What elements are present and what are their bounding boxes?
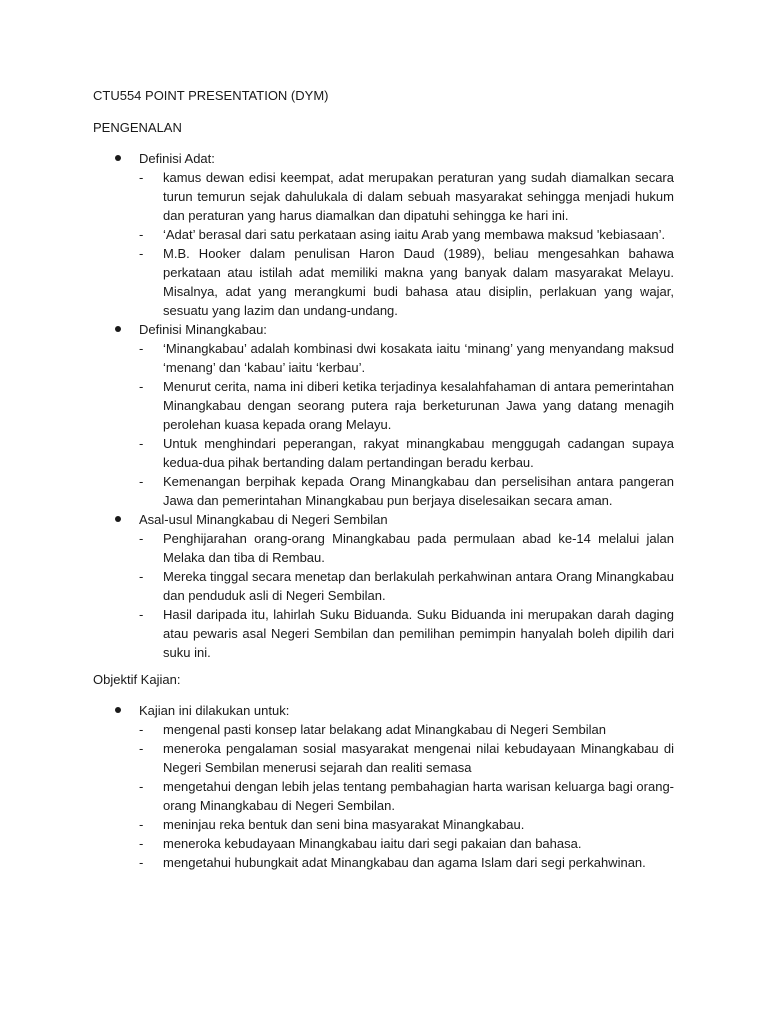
section-heading-pengenalan: PENGENALAN: [93, 120, 182, 135]
document-title: CTU554 POINT PRESENTATION (DYM): [93, 88, 329, 103]
sub-item: [0, 605, 768, 662]
bullet-icon: [115, 155, 121, 161]
sub-item: [0, 834, 768, 853]
sub-item: [0, 853, 768, 872]
sub-item: [0, 777, 768, 815]
sub-item-text: Mereka tinggal secara menetap dan berlakulah perkahwinan antara Orang Minangkabau dan penduduk asli di Negeri Sembilan.: [163, 569, 674, 603]
sub-item-text: kamus dewan edisi keempat, adat merupakan peraturan yang sudah diamalkan secara turun temurun sejak dahulukala di dalam sebuah masyarakat sehingga menjadi hukum dan peraturan yang harus diamalkan dan dipatuhi sehingga ke hari ini.: [163, 170, 674, 223]
sub-item-text: M.B. Hooker dalam penulisan Haron Daud (1989), beliau mengesahkan bahawa perkataan atau istilah adat memiliki makna yang banyak dalam masyarakat Melayu. Misalnya, adat yang merangkumi budi bahasa atau disiplin, perlakuan yang wajar, sesuatu yang lazim dan undang-undang.: [163, 246, 674, 318]
bullet-label: Definisi Adat:: [139, 151, 215, 166]
dash-marker: -: [139, 170, 144, 185]
sub-item: [0, 720, 768, 739]
dash-marker: -: [139, 341, 144, 356]
section-heading-objektif: Objektif Kajian:: [93, 672, 181, 687]
bullet-item: [0, 701, 768, 720]
dash-marker: -: [139, 246, 144, 261]
objektif-list: [0, 701, 768, 872]
sub-item: [0, 339, 768, 377]
sub-item-text: mengetahui hubungkait adat Minangkabau dan agama Islam dari segi perkahwinan.: [163, 855, 646, 870]
dash-marker: -: [139, 474, 144, 489]
sub-item-text: mengenal pasti konsep latar belakang adat Minangkabau di Negeri Sembilan: [163, 722, 607, 737]
sub-item-text: Kemenangan berpihak kepada Orang Minangkabau dan perselisihan antara pangeran Jawa dan pemerintahan Minangkabau pun berjaya diselesaikan secara aman.: [163, 474, 674, 508]
sub-item: [0, 225, 768, 244]
sub-item-text: Hasil daripada itu, lahirlah Suku Biduanda. Suku Biduanda ini merupakan darah daging atau pewaris asal Negeri Sembilan dan pemilihan pemimpin hanyalah boleh dipilih dari suku ini.: [163, 607, 674, 660]
sub-item: [0, 168, 768, 225]
sub-item: [0, 244, 768, 320]
sub-item: [0, 739, 768, 777]
dash-marker: -: [139, 227, 144, 242]
dash-marker: -: [139, 779, 144, 794]
dash-marker: -: [139, 436, 144, 451]
bullet-icon: [115, 707, 121, 713]
sub-item-text: meninjau reka bentuk dan seni bina masyarakat Minangkabau.: [163, 817, 525, 832]
dash-marker: -: [139, 379, 144, 394]
bullet-label: Definisi Minangkabau:: [139, 322, 267, 337]
dash-marker: -: [139, 531, 144, 546]
sub-item-text: Penghijarahan orang-orang Minangkabau pada permulaan abad ke-14 melalui jalan Melaka dan tiba di Rembau.: [163, 531, 674, 565]
sub-item-text: Menurut cerita, nama ini diberi ketika terjadinya kesalahfahaman di antara pemerintahan Minangkabau dengan seorang putera raja berketurunan Jawa yang datang menagih perolehan kuasa kepada orang Melayu.: [163, 379, 674, 432]
sub-item-text: ‘Minangkabau’ adalah kombinasi dwi kosakata iaitu ‘minang’ yang menyandang maksud ‘menang’ dan ‘kabau’ iaitu ‘kerbau’.: [163, 341, 674, 375]
dash-marker: -: [139, 817, 144, 832]
dash-marker: -: [139, 836, 144, 851]
sub-item: [0, 529, 768, 567]
bullet-label: Asal-usul Minangkabau di Negeri Sembilan: [139, 512, 388, 527]
bullet-label: Kajian ini dilakukan untuk:: [139, 703, 290, 718]
sub-item: [0, 815, 768, 834]
sub-item-text: meneroka kebudayaan Minangkabau iaitu dari segi pakaian dan bahasa.: [163, 836, 582, 851]
sub-item-text: meneroka pengalaman sosial masyarakat mengenai nilai kebudayaan Minangkabau di Negeri Sembilan menerusi sejarah dan realiti semasa: [163, 741, 674, 775]
bullet-icon: [115, 516, 121, 522]
sub-item: [0, 567, 768, 605]
bullet-item: [0, 510, 768, 529]
sub-item: [0, 434, 768, 472]
sub-item-text: mengetahui dengan lebih jelas tentang pembahagian harta warisan keluarga bagi orang-orang Minangkabau di Negeri Sembilan.: [163, 779, 674, 813]
bullet-item: [0, 320, 768, 339]
sub-item: [0, 377, 768, 434]
dash-marker: -: [139, 855, 144, 870]
pengenalan-list: [0, 149, 768, 662]
dash-marker: -: [139, 569, 144, 584]
bullet-item: [0, 149, 768, 168]
bullet-icon: [115, 326, 121, 332]
dash-marker: -: [139, 722, 144, 737]
sub-item-text: ‘Adat’ berasal dari satu perkataan asing iaitu Arab yang membawa maksud 'kebiasaan’.: [163, 227, 666, 242]
sub-item: [0, 472, 768, 510]
sub-item-text: Untuk menghindari peperangan, rakyat minangkabau menggugah cadangan supaya kedua-dua pihak bertanding dalam pertandingan beradu kerbau.: [163, 436, 674, 470]
dash-marker: -: [139, 741, 144, 756]
dash-marker: -: [139, 607, 144, 622]
